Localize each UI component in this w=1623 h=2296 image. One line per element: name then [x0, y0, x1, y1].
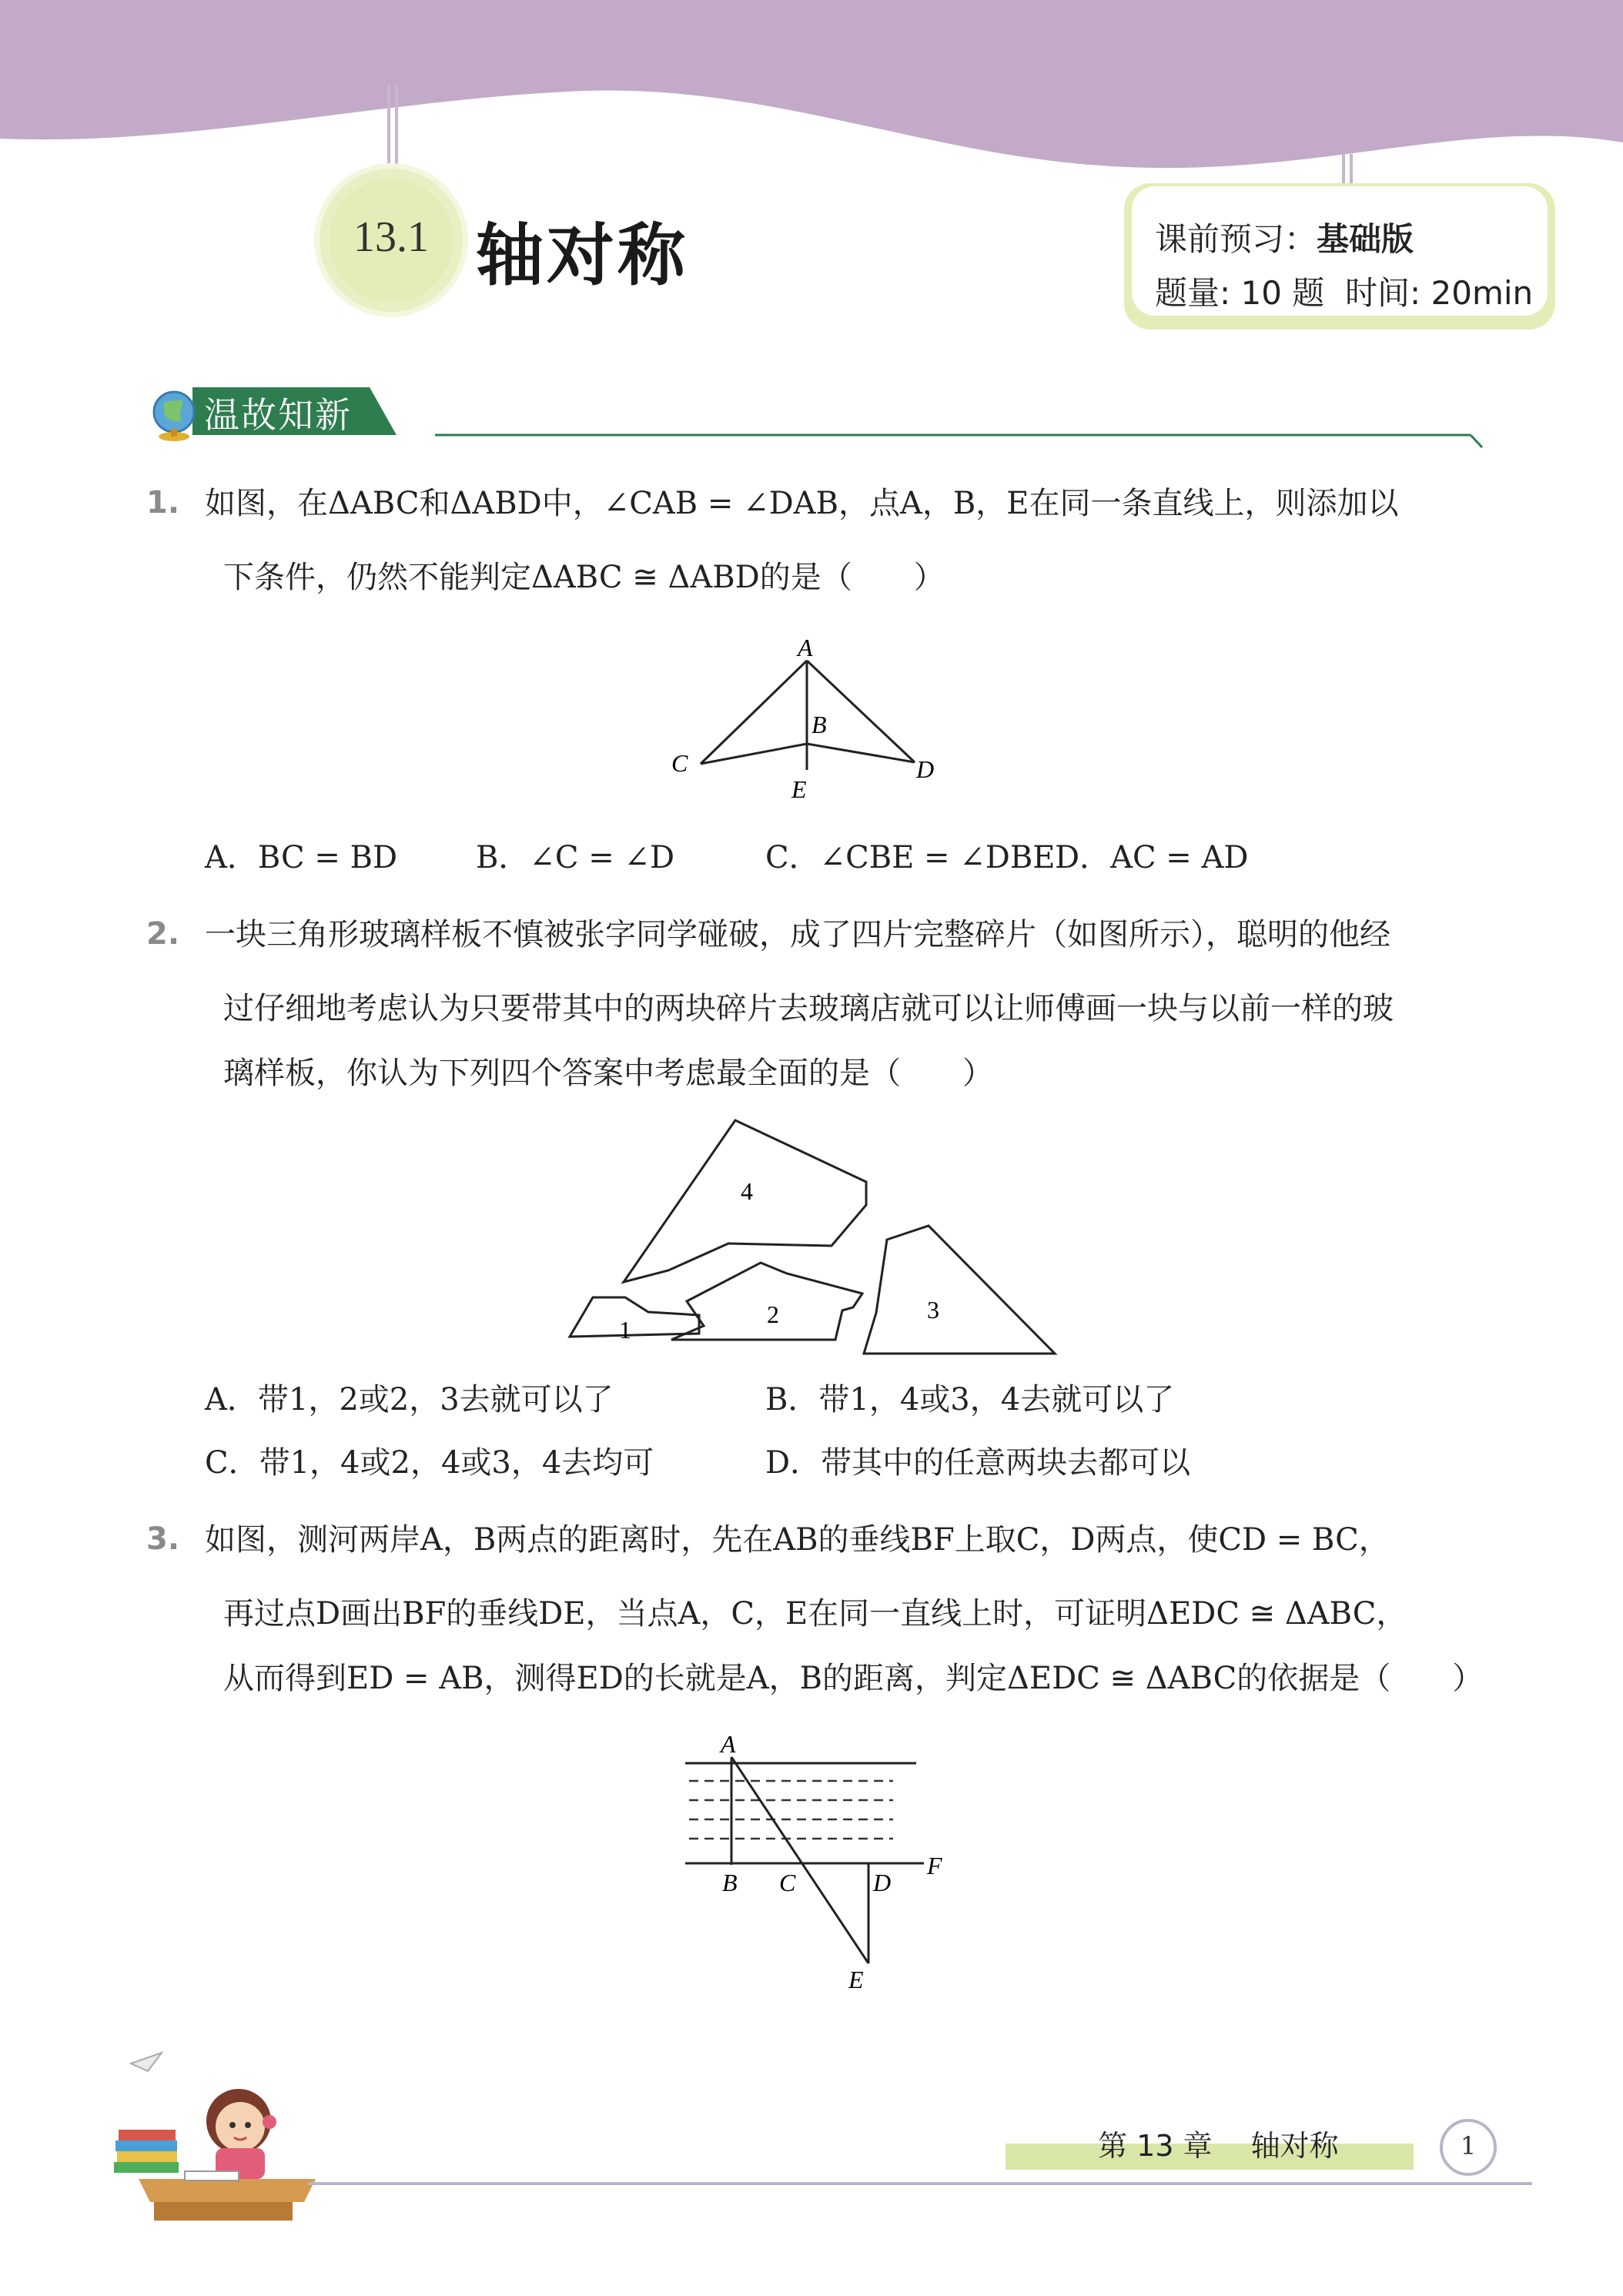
question-1-option-c: C．∠CBE = ∠DBE [765, 840, 1056, 875]
question-1-option-a: A．BC = BD [205, 840, 398, 875]
question-2-line-3: 璃样板，你认为下列四个答案中考虑最全面的是（ ） [223, 1056, 993, 1091]
fig2-label-2: 2 [767, 1300, 779, 1328]
info-line1-value: 基础版 [1317, 220, 1414, 258]
fig2-label-4: 4 [741, 1177, 753, 1205]
question-3-line-2: 再过点D画出BF的垂线DE，当点A，C，E在同一直线上时，可证明ΔEDC ≅ ΔABC， [223, 1596, 1407, 1632]
question-1-number: 1. [146, 485, 180, 520]
info-line1 [1155, 214, 1414, 260]
footer-illustration [108, 2048, 339, 2225]
fig2-label-3: 3 [927, 1296, 939, 1324]
fig3-label-e: E [848, 1966, 864, 1993]
fig3-label-f: F [927, 1852, 942, 1879]
question-2-line-2: 过仔细地考虑认为只要带其中的两块碎片去玻璃店就可以让师傅画一块与以前一样的玻 [223, 991, 1394, 1026]
top-banner [0, 0, 1623, 200]
fig1-label-a: A [798, 634, 813, 661]
question-2-option-a: A．带1，2或2，3去就可以了 [205, 1382, 614, 1417]
section-number: 13.1 [353, 213, 429, 261]
question-1-option-b: B．∠C = ∠D [476, 840, 675, 875]
fig3-label-c: C [779, 1869, 796, 1896]
question-2-option-d: D．带其中的任意两块去都可以 [765, 1445, 1191, 1481]
question-1-option-d: D．AC = AD [1055, 840, 1249, 875]
info-line1-label: 课前预习： [1155, 220, 1317, 258]
question-1-line-1: 如图，在ΔABC和ΔABD中，∠CAB = ∠DAB，点A，B，E在同一条直线上，则添加以 [205, 486, 1399, 521]
fig3-label-a: A [721, 1730, 736, 1758]
question-3-line-1: 如图，测河两岸A，B两点的距离时，先在AB的垂线BF上取C，D两点，使CD = BC， [205, 1522, 1390, 1558]
fig1-label-b: B [812, 711, 827, 738]
footer-rule [308, 2182, 1532, 2185]
question-2-option-b: B．带1，4或3，4去就可以了 [765, 1382, 1175, 1417]
fig1-label-e: E [791, 775, 807, 801]
info-line2: 题量: 10 题 时间: 20min [1155, 274, 1534, 312]
fig1-label-d: D [916, 755, 935, 783]
question-3-line-3: 从而得到ED = AB，测得ED的长就是A，B的距离，判定ΔEDC ≅ ΔABC的依据是（ ） [223, 1661, 1484, 1696]
question-2-figure [562, 1109, 1062, 1371]
section-title: 轴对称 [476, 216, 689, 295]
question-2-option-c: C．带1，4或2，4或3，4去均可 [205, 1445, 654, 1481]
section-tag: 温故知新 [204, 394, 352, 436]
fig2-label-1: 1 [619, 1316, 631, 1344]
fig3-label-b: B [722, 1869, 738, 1896]
footer-chapter: 第 13 章 轴对称 [1098, 2129, 1339, 2163]
question-3-number: 3. [146, 1521, 180, 1557]
question-1-line-2: 下条件，仍然不能判定ΔABC ≅ ΔABD的是（ ） [223, 560, 945, 595]
footer-page-number: 1 [1460, 2131, 1477, 2160]
fig1-label-c: C [671, 749, 688, 777]
question-3-figure [670, 1725, 962, 2002]
fig3-label-d: D [873, 1869, 892, 1896]
question-2-line-1: 一块三角形玻璃样板不慎被张字同学碰破，成了四片完整碎片（如图所示），聪明的他经 [205, 917, 1390, 952]
question-2-number: 2. [146, 916, 180, 952]
question-1-figure [654, 631, 962, 801]
